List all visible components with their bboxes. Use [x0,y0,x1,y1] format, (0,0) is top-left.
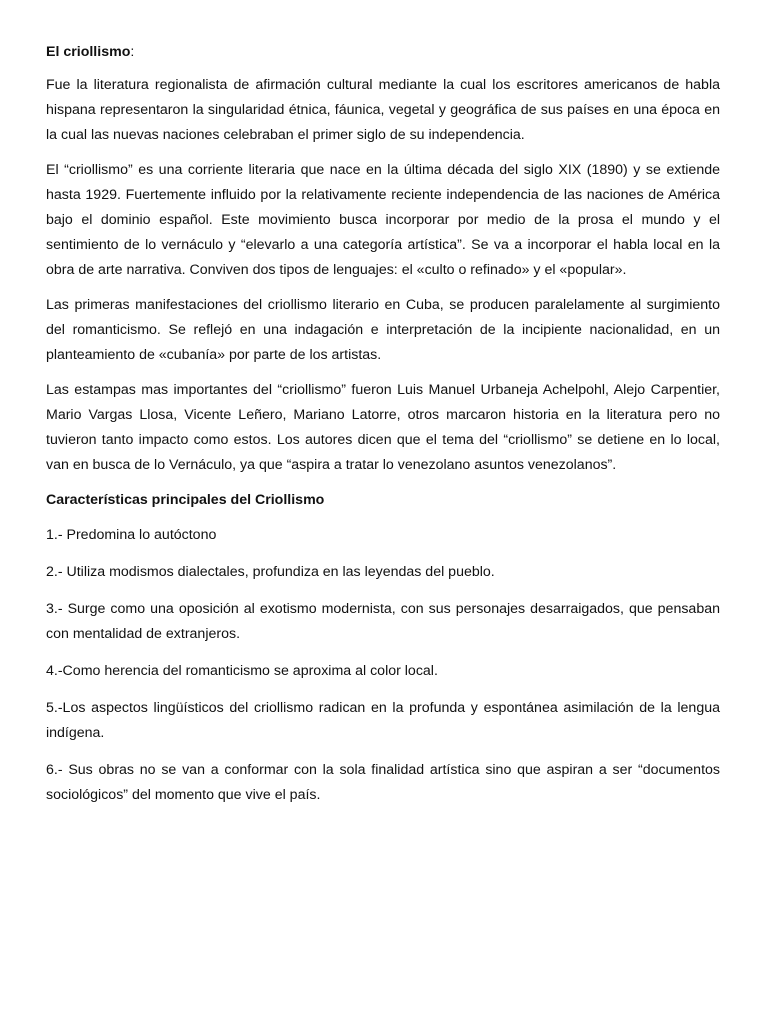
paragraph-cuba: Las primeras manifestaciones del criollismo literario en Cuba, se producen paralelamente al surgimiento del romanticismo. Se reflejó en una indagación e interpretación de la incipiente nacionalidad, en un planteamiento de «cubanía» por parte de los artistas. [46,297,720,363]
heading-title: El criollismo [46,44,131,60]
list-item: 2.- Utiliza modismos dialectales, profundiza en las leyendas del pueblo. [46,564,495,580]
list-item: 3.- Surge como una oposición al exotismo modernista, con sus personajes desarraigados, que pensaban con mentalidad de extranjeros. [46,601,720,642]
document-heading [46,41,720,63]
paragraph-definition: Fue la literatura regionalista de afirmación cultural mediante la cual los escritores americanos de habla hispana representaron la singularidad étnica, fáunica, vegetal y geográfica de sus países en una época en la cual las nuevas naciones celebraban el primer siglo de su independencia. [46,77,720,143]
list-item: 1.- Predomina lo autóctono [46,527,217,543]
list-item: 4.-Como herencia del romanticismo se aproxima al color local. [46,663,438,679]
characteristics-heading: Características principales del Criollismo [46,492,325,508]
document-page [46,41,720,820]
paragraph-authors: Las estampas mas importantes del “criollismo” fueron Luis Manuel Urbaneja Achelpohl, Alejo Carpentier, Mario Vargas Llosa, Vicente Leñero, Mariano Latorre, otros marcaron historia en la literatura pero no tuvieron tanto impacto como estos. Los autores dicen que el tema del “criollismo” se detiene en lo local, van en busca de lo Vernáculo, ya que “aspira a tratar lo venezolano asuntos venezolanos”. [46,382,720,473]
list-item: 5.-Los aspectos lingüísticos del criollismo radican en la profunda y espontánea asimilación de la lengua indígena. [46,700,720,741]
heading-colon: : [130,44,135,60]
list-item: 6.- Sus obras no se van a conformar con la sola finalidad artística sino que aspiran a ser “documentos sociológicos” del momento que vive el país. [46,762,720,803]
paragraph-origin: El “criollismo” es una corriente literaria que nace en la última década del siglo XIX (1890) y se extiende hasta 1929. Fuertemente influido por la relativamente reciente independencia de las naciones de América bajo el dominio español. Este movimiento busca incorporar por medio de la prosa el mundo y el sentimiento de lo vernáculo y “elevarlo a una categoría artística”. Se va a incorporar el habla local en la obra de arte narrativa. Conviven dos tipos de lenguajes: el «culto o refinado» y el «popular». [46,162,720,278]
